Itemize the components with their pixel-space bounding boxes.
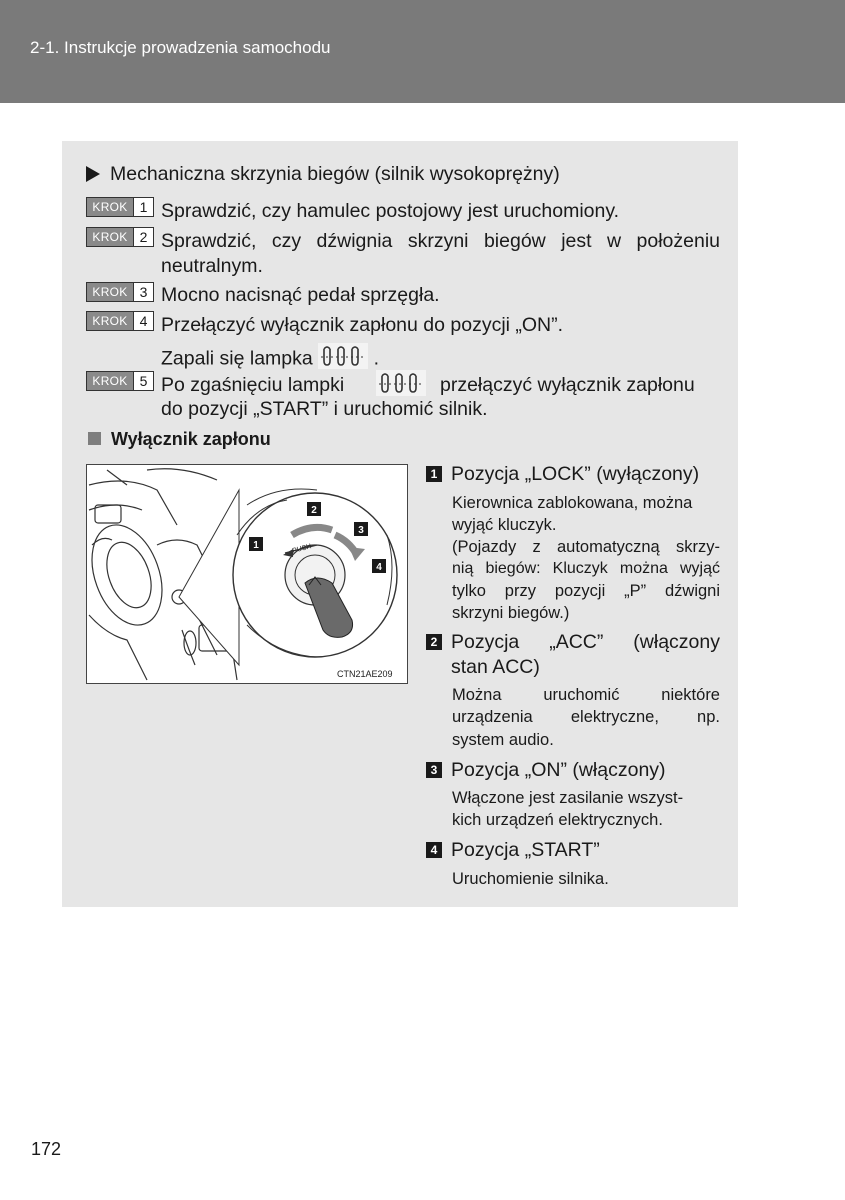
svg-text:4: 4 [376,562,382,573]
step-1-text: Sprawdzić, czy hamulec postojowy jest uruchomiony. [161,200,620,222]
page-header [0,0,845,103]
step-badge-1 [86,197,154,217]
ignition-switch-illustration [86,464,408,684]
step-badge-2 [86,227,154,247]
step-3-text: Mocno nacisnąć pedał sprzęgła. [161,284,440,306]
step-badge-4 [86,311,154,331]
step-badge-word: KROK [87,283,133,301]
callout-4 [372,559,386,573]
figure-code: CTN21AE209 [337,669,393,679]
position-4-title: Pozycja „START” [451,839,600,861]
step-5-text-line2: do pozycji „START” i uruchomić silnik. [161,398,488,420]
step-5-text-after: przełączyć wyłącznik zapłonu [440,374,695,396]
position-2-desc-line2: urządzenia elektryczne, np. [452,708,720,726]
square-bullet-icon [88,432,101,445]
position-2-title-line1: Pozycja „ACC” (włączony [451,631,720,653]
position-1-desc-line3: (Pojazdy z automatyczną skrzy- [452,538,720,556]
step-badge-number: 3 [133,283,153,301]
step-badge-number: 1 [133,198,153,216]
svg-text:2: 2 [311,505,317,516]
position-2-desc-line1: Można uruchomić niektóre [452,686,720,704]
step-badge-word: KROK [87,372,133,390]
svg-text:3: 3 [358,525,364,536]
step-badge-word: KROK [87,198,133,216]
step-4-extra [161,343,379,376]
step-badge-number: 4 [133,312,153,330]
step-5-text-before: Po zgaśnięciu lampki [161,374,345,396]
subsection-title: Wyłącznik zapłonu [111,429,271,449]
step-badge-5 [86,371,154,391]
position-1-desc-line6: skrzyni biegów.) [452,604,570,622]
page-number: 172 [31,1139,62,1159]
push-label: PUSH [291,543,313,555]
section-title: Mechaniczna skrzynia biegów (silnik wysokoprężny) [110,163,560,185]
svg-text:1: 1 [253,540,259,551]
position-badge-3: 3 [426,762,442,778]
glow-plug-indicator-icon [318,343,368,376]
step-4-extra-text: Zapali się lampka [161,347,313,370]
position-2-desc-line3: system audio. [452,731,554,749]
position-3-desc-line2: kich urządzeń elektrycznych. [452,811,663,829]
triangle-bullet-icon [86,166,100,182]
position-1-desc-line1: Kierownica zablokowana, można [452,494,693,512]
position-3-title: Pozycja „ON” (włączony) [451,759,666,781]
position-1-desc-line5: tylko przy pozycji „P” dźwigni [452,582,720,600]
step-4-text: Przełączyć wyłącznik zapłonu do pozycji „ON”. [161,314,564,336]
callout-1 [249,537,263,551]
step-2-text-line1: Sprawdzić, czy dźwignia skrzyni biegów jest w położeniu [161,230,720,252]
position-1-desc-line2: wyjąć kluczyk. [452,516,557,534]
position-4-desc-line1: Uruchomienie silnika. [452,870,609,888]
step-2-text-line2: neutralnym. [161,255,263,277]
callout-3 [354,522,368,536]
position-badge-2: 2 [426,634,442,650]
position-3-desc-line1: Włączone jest zasilanie wszyst- [452,789,684,807]
step-badge-3 [86,282,154,302]
step-badge-word: KROK [87,312,133,330]
position-1-title: Pozycja „LOCK” (wyłączony) [451,463,700,485]
callout-2 [307,502,321,516]
position-2-title-line2: stan ACC) [451,656,540,678]
step-badge-word: KROK [87,228,133,246]
position-1-desc-line4: nią biegów: Kluczyk można wyjąć [452,560,720,577]
step-badge-number: 2 [133,228,153,246]
position-badge-4: 4 [426,842,442,858]
step-badge-number: 5 [133,372,153,390]
section-breadcrumb: 2-1. Instrukcje prowadzenia samochodu [30,38,331,57]
step-4-extra-period: . [373,347,379,370]
position-badge-1: 1 [426,466,442,482]
